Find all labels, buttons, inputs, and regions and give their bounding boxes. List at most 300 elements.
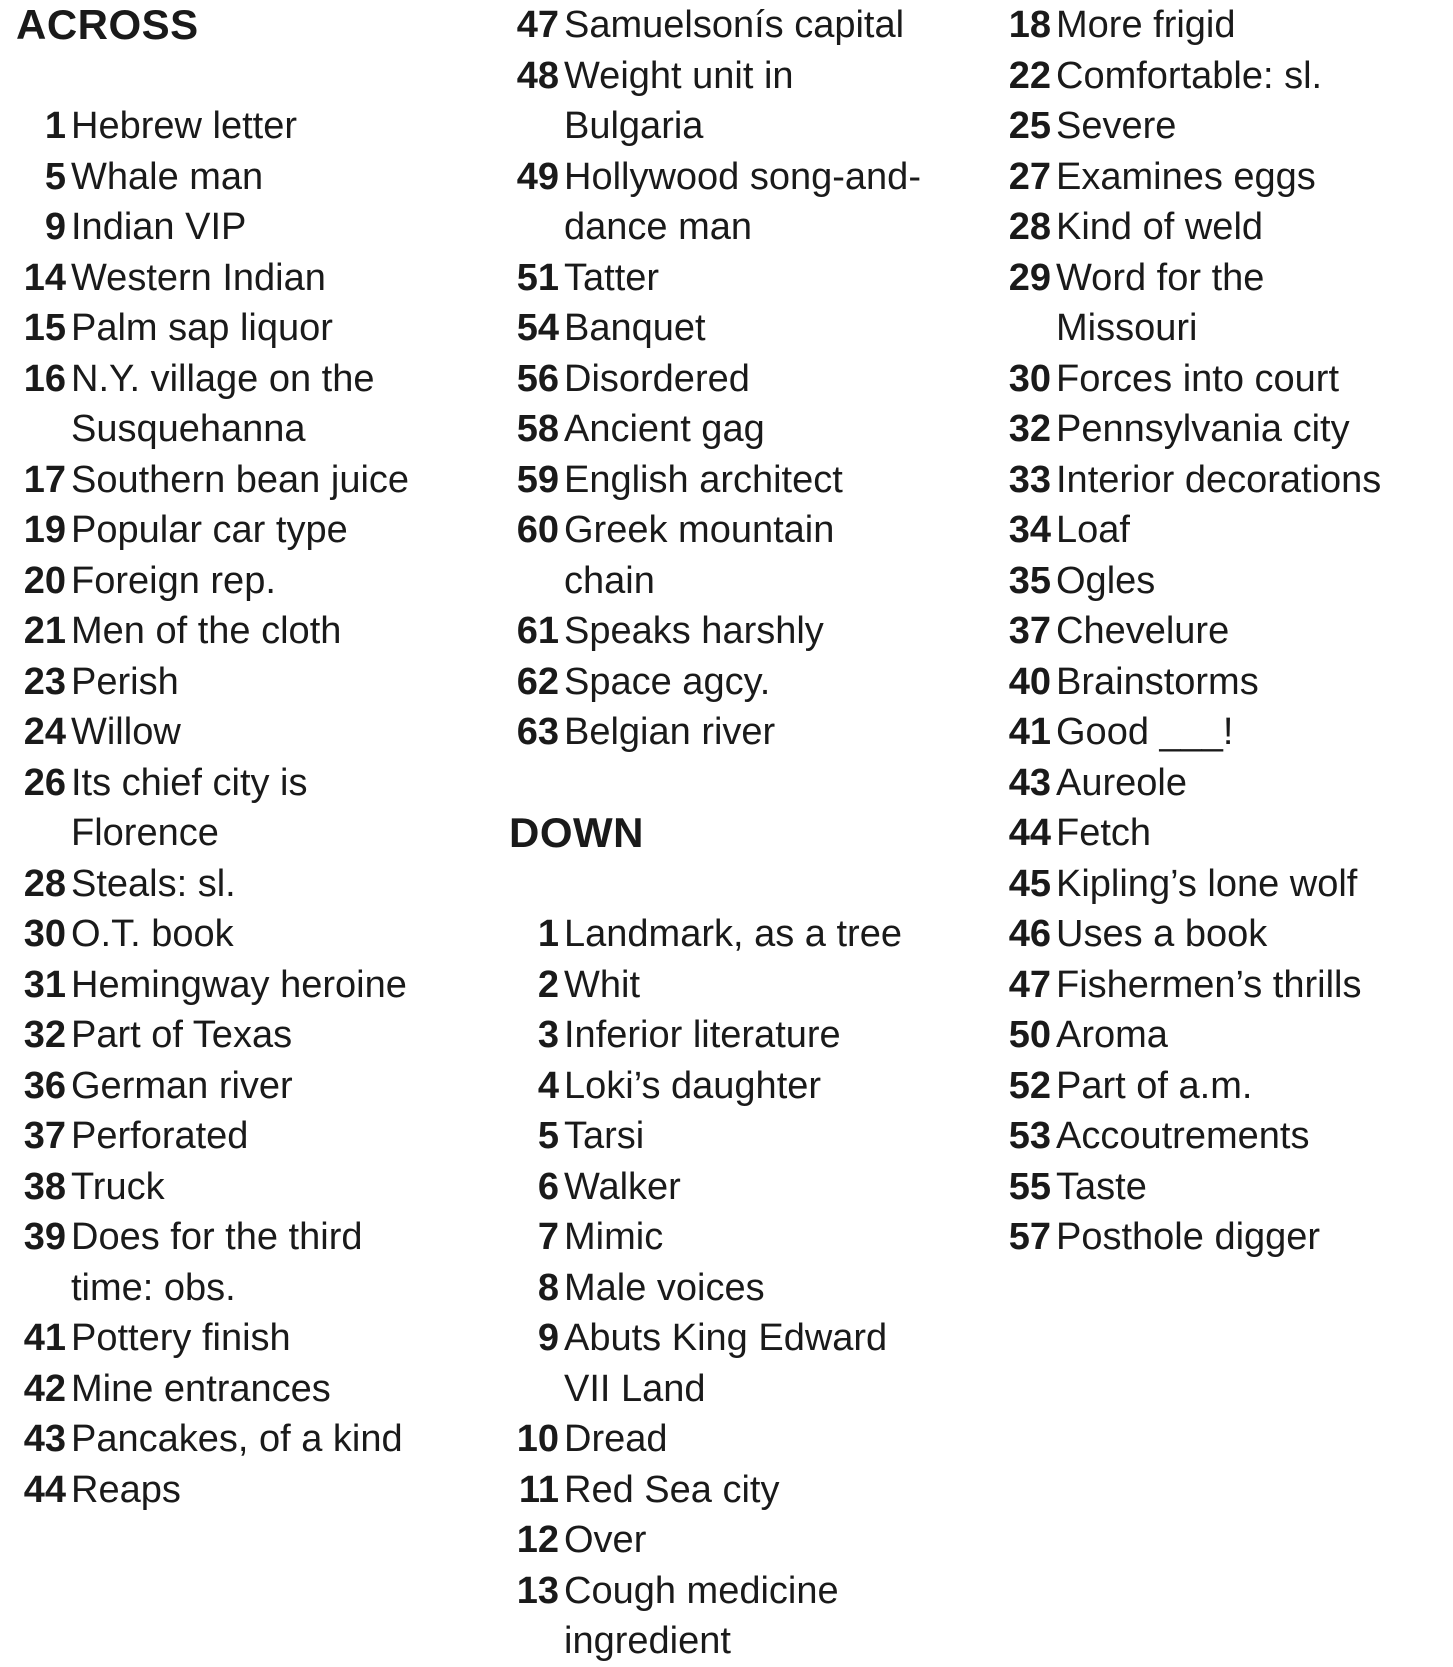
clue-number: 34	[1008, 509, 1051, 551]
clue-text-line: dance man	[564, 206, 753, 248]
clue-text-line: Susquehanna	[71, 408, 306, 450]
clue-item	[509, 1212, 979, 1263]
clue-text-line: Chevelure	[1056, 610, 1230, 652]
clue-column-1	[16, 0, 476, 1515]
clue-number: 4	[537, 1064, 559, 1107]
clue-text	[71, 1061, 476, 1112]
clue-text	[564, 909, 979, 960]
clue-number: 61	[516, 610, 559, 652]
clue-text	[71, 657, 476, 708]
clue-text	[71, 101, 476, 152]
clue-item	[1001, 707, 1441, 758]
clue-text-line: Perforated	[71, 1115, 249, 1157]
clue-text-line: Landmark, as a tree	[564, 913, 902, 955]
clue-number: 22	[1008, 54, 1051, 97]
clue-item	[1001, 556, 1441, 607]
clue-text-line: Forces into court	[1056, 357, 1339, 400]
clue-text-line: Indian VIP	[71, 206, 247, 248]
clue-number: 6	[537, 1165, 559, 1208]
clue-text	[71, 606, 476, 657]
clue-text	[564, 1010, 979, 1061]
clue-item	[1001, 1061, 1441, 1112]
clue-number: 17	[23, 458, 66, 501]
clue-text-line: Missouri	[1056, 307, 1198, 349]
clue-text-line: Hemingway heroine	[71, 963, 407, 1006]
clue-text-line: Palm sap liquor	[71, 307, 333, 349]
clue-item	[509, 0, 979, 51]
clue-item	[1001, 960, 1441, 1011]
clue-item	[16, 859, 476, 910]
clue-item	[509, 1263, 979, 1314]
clue-text-line: Over	[564, 1519, 647, 1561]
clue-item	[16, 1162, 476, 1213]
clue-item	[509, 404, 979, 455]
clue-text	[1056, 606, 1441, 657]
clue-text	[71, 758, 476, 859]
clue-number: 42	[23, 1367, 66, 1410]
clue-number: 10	[516, 1418, 559, 1460]
clue-item	[509, 657, 979, 708]
clue-text-line: Mimic	[564, 1216, 664, 1258]
clue-text	[71, 859, 476, 910]
clue-number: 7	[537, 1216, 559, 1258]
clue-number: 28	[1008, 206, 1051, 248]
clue-text-line: Brainstorms	[1056, 660, 1259, 703]
clue-item	[509, 1313, 979, 1414]
clue-text	[564, 1212, 979, 1263]
clue-text-line: Aroma	[1056, 1014, 1168, 1056]
clue-text	[71, 1364, 476, 1415]
clue-number: 11	[518, 1468, 559, 1511]
clue-number: 53	[1008, 1115, 1051, 1157]
clue-text-line: Cough medicine	[564, 1569, 839, 1612]
clue-text-line: Ogles	[1056, 559, 1156, 602]
clue-text	[1056, 1010, 1441, 1061]
clue-text-line: time: obs.	[71, 1266, 236, 1309]
clue-number: 49	[516, 155, 559, 198]
clue-text-line: Part of Texas	[71, 1014, 293, 1056]
clue-item	[1001, 758, 1441, 809]
clue-item	[1001, 606, 1441, 657]
clue-text-line: Ancient gag	[564, 408, 765, 450]
clue-text-line: VII Land	[564, 1367, 706, 1410]
clue-item	[16, 909, 476, 960]
clue-text	[564, 505, 979, 606]
clue-text-line: Kipling’s lone wolf	[1056, 862, 1358, 905]
clue-text-line: Tatter	[564, 256, 660, 299]
clue-number: 25	[1008, 105, 1051, 147]
clue-item	[1001, 455, 1441, 506]
clue-text-line: Whit	[564, 963, 640, 1006]
clue-text	[1056, 909, 1441, 960]
clue-number: 12	[516, 1519, 559, 1561]
clue-item	[16, 1010, 476, 1061]
clue-number: 50	[1008, 1014, 1051, 1056]
clue-number: 1	[537, 913, 559, 955]
clue-item	[509, 909, 979, 960]
clue-item	[16, 657, 476, 708]
clue-number: 14	[23, 256, 66, 299]
clue-text-line: English architect	[564, 458, 843, 501]
clue-item	[1001, 354, 1441, 405]
clue-number: 8	[537, 1266, 559, 1309]
clue-number: 30	[23, 913, 66, 955]
clue-number: 21	[23, 610, 66, 652]
clue-text-line: N.Y. village on the	[71, 357, 375, 400]
clue-text-line: Interior decorations	[1056, 458, 1382, 501]
clue-number: 58	[516, 408, 559, 450]
clue-text	[564, 960, 979, 1011]
clue-item	[1001, 404, 1441, 455]
clue-number: 38	[23, 1165, 66, 1208]
clue-text-line: Good ___!	[1056, 711, 1234, 753]
clue-text-line: Does for the third	[71, 1216, 363, 1258]
clue-text	[564, 0, 979, 51]
clue-text-line: Truck	[71, 1165, 165, 1208]
clue-text	[564, 1465, 979, 1516]
clue-text-line: Fetch	[1056, 812, 1152, 854]
clue-text	[564, 404, 979, 455]
clue-text	[564, 1515, 979, 1566]
clue-text	[71, 556, 476, 607]
clue-item	[509, 354, 979, 405]
clue-text	[564, 253, 979, 304]
clue-item	[1001, 909, 1441, 960]
clue-item	[1001, 101, 1441, 152]
clue-number: 9	[44, 206, 66, 248]
clue-item	[1001, 657, 1441, 708]
clue-item	[16, 1364, 476, 1415]
clue-number: 47	[516, 4, 559, 46]
clue-item	[16, 1111, 476, 1162]
clue-text	[1056, 51, 1441, 102]
clue-number: 19	[23, 509, 66, 551]
clue-text	[1056, 859, 1441, 910]
clue-item	[16, 1465, 476, 1516]
clue-number: 5	[44, 155, 66, 198]
clue-item	[509, 606, 979, 657]
clue-number: 54	[516, 307, 559, 349]
clue-number: 33	[1008, 458, 1051, 501]
clue-item	[509, 1111, 979, 1162]
clue-item	[509, 1414, 979, 1465]
clue-number: 30	[1008, 357, 1051, 400]
clue-text	[564, 657, 979, 708]
clue-text-line: Samuelsonís capital	[564, 4, 905, 46]
clue-text-line: Belgian river	[564, 711, 776, 753]
clue-number: 44	[1008, 812, 1051, 854]
clue-item	[509, 1162, 979, 1213]
clue-number: 48	[516, 54, 559, 97]
clue-text	[1056, 707, 1441, 758]
clue-item	[1001, 1111, 1441, 1162]
clue-number: 16	[23, 357, 66, 400]
clue-text	[1056, 1061, 1441, 1112]
clue-text-line: Its chief city is	[71, 761, 308, 804]
clue-number: 28	[23, 862, 66, 905]
clue-text-line: Posthole digger	[1056, 1216, 1321, 1258]
clue-text	[564, 51, 979, 152]
clue-number: 18	[1008, 4, 1051, 46]
clue-text	[71, 202, 476, 253]
clue-number: 29	[1008, 256, 1051, 299]
clue-text-line: Part of a.m.	[1056, 1064, 1253, 1107]
clue-text-line: Foreign rep.	[71, 559, 276, 602]
clue-number: 26	[23, 761, 66, 804]
clue-item	[16, 556, 476, 607]
clue-text	[564, 1263, 979, 1314]
clue-text	[71, 960, 476, 1011]
clue-item	[509, 960, 979, 1011]
clue-item	[509, 152, 979, 253]
clue-text-line: Popular car type	[71, 509, 348, 551]
clue-text	[1056, 0, 1441, 51]
clue-number: 57	[1008, 1216, 1051, 1258]
clue-item	[16, 1414, 476, 1465]
clue-text-line: Pottery finish	[71, 1317, 291, 1359]
clue-item	[16, 758, 476, 859]
spacer	[509, 859, 979, 910]
clue-text-line: Loki’s daughter	[564, 1064, 822, 1107]
clue-number: 15	[23, 307, 66, 349]
clue-text-line: Pennsylvania city	[1056, 408, 1350, 450]
clue-number: 32	[23, 1014, 66, 1056]
clue-text-line: Examines eggs	[1056, 155, 1316, 198]
clue-column-2	[509, 0, 979, 1667]
clue-text-line: chain	[564, 559, 655, 602]
clue-item	[509, 1010, 979, 1061]
clue-text-line: Loaf	[1056, 509, 1130, 551]
clue-text-line: Walker	[564, 1165, 681, 1208]
clue-number: 39	[23, 1216, 66, 1258]
clue-text-line: Comfortable: sl.	[1056, 54, 1323, 97]
clue-text	[1056, 1111, 1441, 1162]
clue-text	[564, 707, 979, 758]
clue-item	[1001, 1162, 1441, 1213]
clue-item	[16, 1313, 476, 1364]
clue-text	[1056, 354, 1441, 405]
clue-text	[564, 1111, 979, 1162]
clue-text-line: Greek mountain	[564, 509, 835, 551]
across-list-part-2	[509, 0, 979, 758]
clue-text-line: Florence	[71, 812, 219, 854]
across-heading: ACROSS	[16, 1, 199, 48]
clue-column-3	[1001, 0, 1441, 1263]
clue-text	[564, 1313, 979, 1414]
clue-text	[71, 1465, 476, 1516]
clue-text-line: Kind of weld	[1056, 206, 1264, 248]
clue-number: 2	[537, 963, 559, 1006]
clue-item	[16, 152, 476, 203]
clue-text	[71, 1212, 476, 1313]
clue-number: 55	[1008, 1165, 1051, 1208]
clue-number: 52	[1008, 1064, 1051, 1107]
clue-text	[71, 1313, 476, 1364]
clue-item	[16, 101, 476, 152]
clue-text-line: Severe	[1056, 105, 1177, 147]
spacer	[16, 51, 476, 102]
clue-text	[71, 909, 476, 960]
clue-text-line: Pancakes, of a kind	[71, 1418, 403, 1460]
clue-text	[71, 152, 476, 203]
clue-text-line: Inferior literature	[564, 1014, 841, 1056]
clue-text-line: Abuts King Edward	[564, 1317, 888, 1359]
clue-number: 40	[1008, 660, 1051, 703]
clue-text-line: Fishermen’s thrills	[1056, 963, 1362, 1006]
clue-number: 51	[516, 256, 559, 299]
across-list-part-1	[16, 101, 476, 1515]
clue-number: 24	[23, 711, 66, 753]
clue-text	[1056, 758, 1441, 809]
clue-text	[564, 1162, 979, 1213]
clue-text	[71, 1162, 476, 1213]
clue-item	[509, 1061, 979, 1112]
clue-item	[16, 303, 476, 354]
clue-text-line: Mine entrances	[71, 1367, 331, 1410]
clue-text-line: Uses a book	[1056, 913, 1268, 955]
clue-number: 46	[1008, 913, 1051, 955]
clue-number: 47	[1008, 963, 1051, 1006]
clue-text	[1056, 1162, 1441, 1213]
clue-text	[1056, 1212, 1441, 1263]
clue-item	[509, 1566, 979, 1667]
clue-number: 41	[1008, 711, 1051, 753]
clue-number: 41	[23, 1317, 66, 1359]
clue-number: 60	[516, 509, 559, 551]
clue-text-line: Male voices	[564, 1266, 765, 1309]
clue-item	[509, 505, 979, 606]
down-list-part-1	[509, 909, 979, 1667]
down-list-part-2	[1001, 0, 1441, 1263]
clue-text	[1056, 253, 1441, 354]
clue-number: 3	[537, 1014, 559, 1056]
clue-text-line: Accoutrements	[1056, 1115, 1310, 1157]
clue-number: 43	[23, 1418, 66, 1460]
clue-item	[509, 51, 979, 152]
clue-text-line: Willow	[71, 711, 181, 753]
clue-item	[16, 202, 476, 253]
clue-text	[564, 1566, 979, 1667]
clue-text	[1056, 152, 1441, 203]
clue-text	[1056, 455, 1441, 506]
clue-item	[1001, 152, 1441, 203]
clue-text-line: Disordered	[564, 357, 750, 400]
clue-text	[71, 1010, 476, 1061]
clue-number: 32	[1008, 408, 1051, 450]
clue-item	[16, 960, 476, 1011]
clue-text-line: O.T. book	[71, 913, 234, 955]
clue-item	[16, 606, 476, 657]
clue-text-line: German river	[71, 1064, 293, 1107]
clue-text-line: Perish	[71, 660, 179, 703]
clue-item	[16, 455, 476, 506]
clue-text	[71, 455, 476, 506]
clue-item	[509, 303, 979, 354]
clue-text	[1056, 505, 1441, 556]
clue-item	[16, 1212, 476, 1313]
clue-item	[16, 505, 476, 556]
clue-item	[509, 253, 979, 304]
clue-text	[1056, 101, 1441, 152]
clue-text	[71, 303, 476, 354]
clue-item	[1001, 202, 1441, 253]
clue-text	[564, 606, 979, 657]
clue-text	[564, 152, 979, 253]
clue-text-line: ingredient	[564, 1620, 731, 1662]
clue-number: 31	[23, 963, 66, 1006]
clue-item	[509, 707, 979, 758]
clue-text	[1056, 657, 1441, 708]
clue-item	[16, 707, 476, 758]
clue-text-line: Red Sea city	[564, 1468, 780, 1511]
clue-item	[1001, 1212, 1441, 1263]
clue-number: 23	[23, 660, 66, 703]
clue-text	[1056, 556, 1441, 607]
clue-text	[1056, 960, 1441, 1011]
clue-item	[1001, 859, 1441, 910]
clue-number: 37	[1008, 610, 1051, 652]
clue-number: 59	[516, 458, 559, 501]
clue-number: 9	[537, 1317, 559, 1359]
clue-number: 20	[23, 559, 66, 602]
clue-number: 36	[23, 1064, 66, 1107]
clue-text	[71, 707, 476, 758]
clue-item	[16, 253, 476, 304]
clue-text-line: Hollywood song-and-	[564, 155, 921, 198]
clue-item	[1001, 1010, 1441, 1061]
clue-item	[1001, 253, 1441, 354]
clue-number: 13	[516, 1569, 559, 1612]
clue-item	[16, 354, 476, 455]
clue-text-line: Bulgaria	[564, 105, 704, 147]
clue-text	[564, 1414, 979, 1465]
clue-number: 62	[516, 660, 559, 703]
clue-text-line: Dread	[564, 1418, 668, 1460]
clue-number: 63	[516, 711, 559, 753]
clue-text	[564, 455, 979, 506]
clue-text-line: Men of the cloth	[71, 610, 342, 652]
clue-number: 43	[1008, 761, 1051, 804]
clue-text-line: Space agcy.	[564, 660, 771, 703]
down-heading: DOWN	[509, 809, 644, 856]
clue-text-line: Taste	[1056, 1165, 1147, 1208]
clue-text-line: Whale man	[71, 155, 264, 198]
clue-item	[1001, 505, 1441, 556]
clue-item	[509, 1515, 979, 1566]
clue-number: 45	[1008, 862, 1051, 905]
clue-number: 27	[1008, 155, 1051, 198]
clue-item	[1001, 51, 1441, 102]
clue-number: 37	[23, 1115, 66, 1157]
clue-text-line: Steals: sl.	[71, 862, 236, 905]
clue-item	[509, 455, 979, 506]
clue-item	[1001, 0, 1441, 51]
clue-text	[71, 505, 476, 556]
clue-number: 5	[537, 1115, 559, 1157]
clue-text-line: Speaks harshly	[564, 610, 824, 652]
clue-text-line: Weight unit in	[564, 54, 794, 97]
clue-item	[509, 1465, 979, 1516]
clue-text-line: Western Indian	[71, 256, 326, 299]
clue-text-line: Aureole	[1056, 761, 1187, 804]
clue-item	[16, 1061, 476, 1112]
clue-text-line: Hebrew letter	[71, 105, 297, 147]
clue-text	[564, 354, 979, 405]
clue-number: 56	[516, 357, 559, 400]
clue-text-line: Word for the	[1056, 256, 1265, 299]
clue-text	[1056, 202, 1441, 253]
clue-text-line: More frigid	[1056, 4, 1236, 46]
